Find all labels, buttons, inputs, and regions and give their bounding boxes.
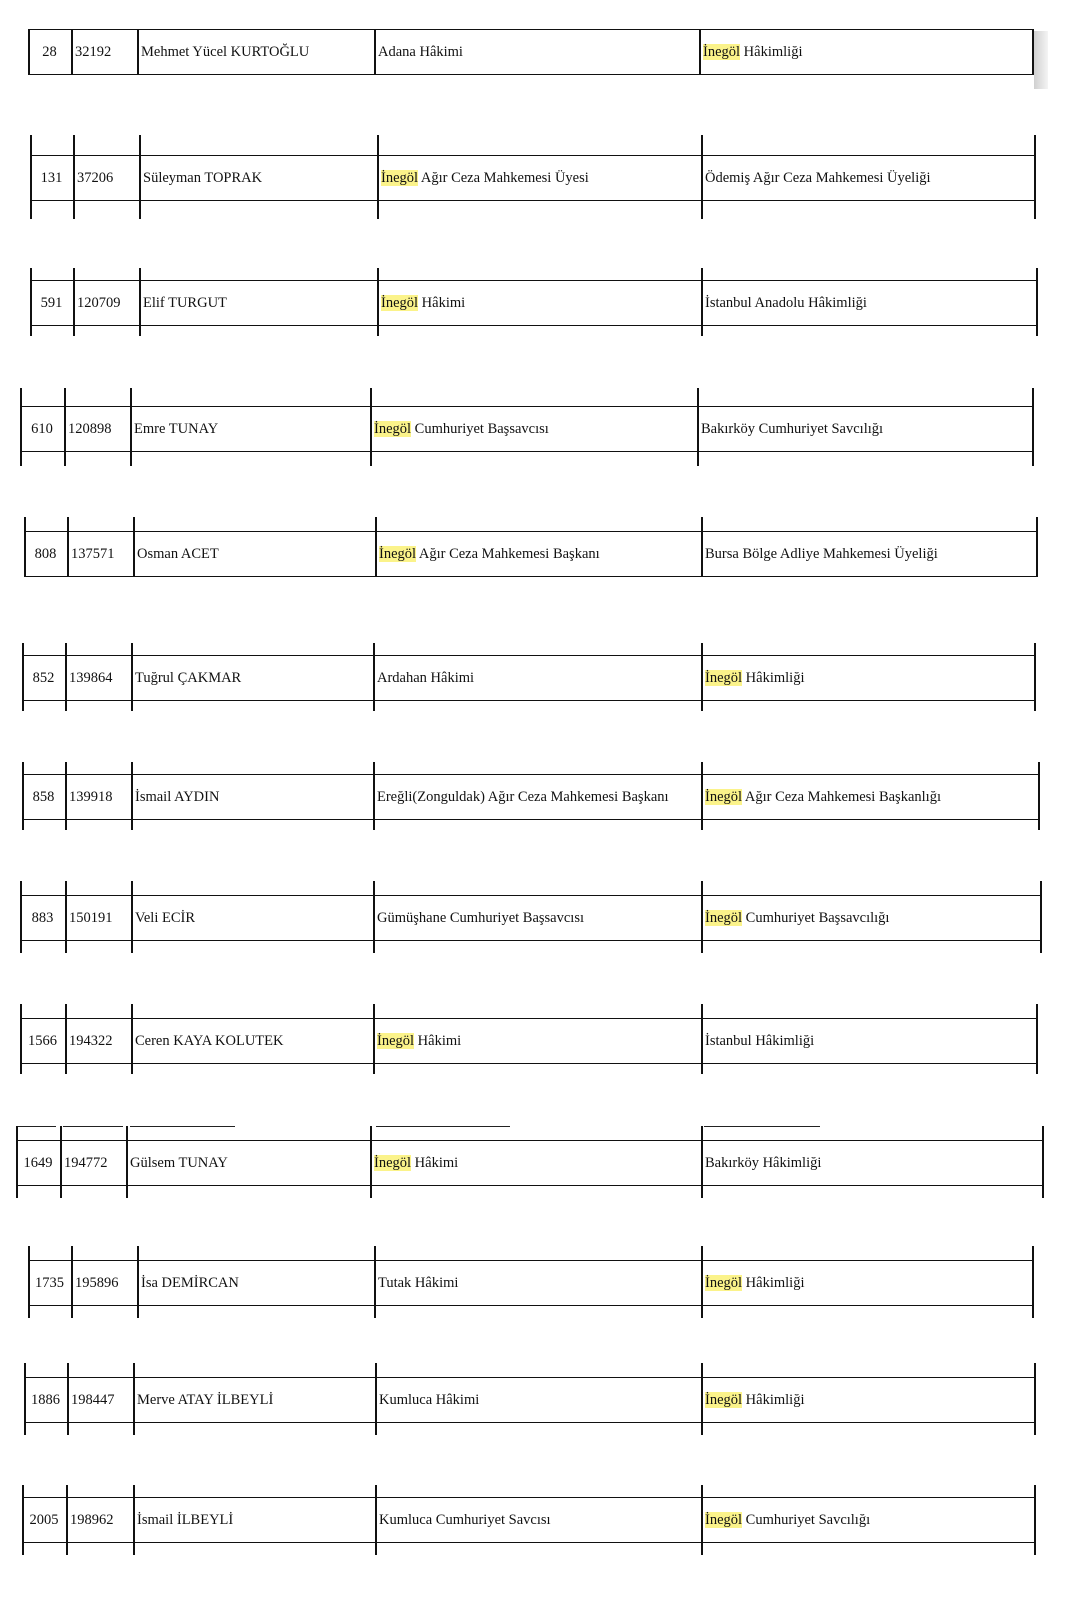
new-position-cell: [705, 1018, 1036, 1064]
current-position-cell: [377, 774, 699, 820]
column-separator: [71, 1246, 73, 1318]
scan-shadow: [1034, 31, 1048, 89]
current-position-cell: [377, 895, 699, 941]
row-number-cell: 852: [32, 670, 55, 686]
sicil-number-cell: 137571: [71, 546, 115, 562]
position-text: Ereğli(Zonguldak) Ağır Ceza Mahkemesi Başkanı: [377, 789, 669, 805]
current-position-cell: [377, 655, 699, 701]
position-text: Bakırköy Cumhuriyet Savcılığı: [701, 421, 884, 437]
name-cell: Osman ACET: [137, 546, 219, 562]
column-separator: [1034, 1363, 1036, 1435]
column-separator: [65, 762, 67, 830]
current-position-cell: [381, 280, 699, 326]
name-cell: Mehmet Yücel KURTOĞLU: [141, 44, 310, 60]
column-separator: [374, 29, 376, 75]
column-separator: [67, 517, 69, 577]
table-row: [24, 531, 1038, 579]
column-separator: [701, 762, 703, 830]
column-separator: [375, 1363, 377, 1435]
new-position-cell: [701, 406, 1032, 452]
column-separator: [133, 1363, 135, 1435]
column-separator: [73, 268, 75, 336]
column-separator: [701, 517, 703, 577]
position-text: Kumluca Hâkimi: [379, 1392, 480, 1408]
row-number-cell: 591: [40, 295, 63, 311]
table-row: [20, 895, 1042, 943]
row-number-cell: 2005: [29, 1512, 59, 1528]
table-row: [28, 1260, 1034, 1308]
name-cell: Tuğrul ÇAKMAR: [135, 670, 242, 686]
current-position-cell: [378, 1260, 699, 1306]
column-separator: [377, 135, 379, 219]
column-separator: [73, 135, 75, 219]
sicil-number-cell: 198962: [70, 1512, 114, 1528]
name-cell: İsa DEMİRCAN: [141, 1275, 239, 1291]
column-separator: [1032, 1246, 1034, 1318]
column-separator: [71, 29, 73, 75]
scan-fragment: [18, 1126, 56, 1127]
name-cell: Veli ECİR: [135, 910, 196, 926]
column-separator: [64, 388, 66, 466]
position-text: Cumhuriyet Başsavcısı: [411, 421, 549, 437]
highlighted-place: İnegöl: [374, 1155, 412, 1171]
column-separator: [701, 1004, 703, 1074]
column-separator: [66, 1485, 68, 1555]
row-number-cell: 28: [42, 44, 57, 60]
position-text: Hâkimliği: [742, 670, 805, 686]
position-text: Hâkimi: [414, 1033, 462, 1049]
row-number-cell: 1649: [23, 1155, 53, 1171]
column-separator: [699, 29, 701, 75]
column-separator: [374, 1246, 376, 1318]
name-cell: İsmail AYDIN: [135, 789, 220, 805]
position-text: Ödemiş Ağır Ceza Mahkemesi Üyeliği: [705, 170, 931, 186]
new-position-cell: [705, 531, 1036, 577]
sicil-number-cell: 32192: [75, 44, 112, 60]
highlighted-place: İnegöl: [705, 1275, 743, 1291]
sicil-number-cell: 120709: [77, 295, 121, 311]
column-separator: [131, 1004, 133, 1074]
column-separator: [65, 1004, 67, 1074]
scan-fragment: [63, 1126, 123, 1127]
column-separator: [126, 1126, 128, 1198]
table-row: [22, 655, 1036, 703]
column-separator: [375, 517, 377, 577]
table-row: [30, 155, 1036, 203]
position-text: Ardahan Hâkimi: [377, 670, 475, 686]
column-separator: [701, 1246, 703, 1318]
position-text: Bursa Bölge Adliye Mahkemesi Üyeliği: [705, 546, 938, 562]
column-separator: [131, 881, 133, 953]
sicil-number-cell: 194322: [69, 1033, 113, 1049]
column-separator: [131, 643, 133, 711]
column-separator: [701, 1363, 703, 1435]
column-separator: [701, 1126, 703, 1198]
column-separator: [1036, 268, 1038, 336]
position-text: Bakırköy Hâkimliği: [705, 1155, 822, 1171]
position-text: Gümüşhane Cumhuriyet Başsavcısı: [377, 910, 585, 926]
current-position-cell: [378, 29, 697, 75]
column-separator: [1036, 1004, 1038, 1074]
current-position-cell: [374, 1140, 699, 1186]
column-separator: [375, 1485, 377, 1555]
row-number-cell: 131: [40, 170, 63, 186]
name-cell: İsmail İLBEYLİ: [137, 1512, 234, 1528]
name-cell: Gülsem TUNAY: [130, 1155, 228, 1171]
sicil-number-cell: 139918: [69, 789, 113, 805]
column-separator: [701, 135, 703, 219]
sicil-number-cell: 194772: [64, 1155, 108, 1171]
scan-fragment: [130, 1126, 235, 1127]
table-row: [16, 1140, 1044, 1188]
current-position-cell: [374, 406, 695, 452]
new-position-cell: [705, 1260, 1032, 1306]
new-position-cell: [705, 1497, 1034, 1543]
column-separator: [370, 388, 372, 466]
name-cell: Elif TURGUT: [143, 295, 227, 311]
row-number-cell: 1886: [31, 1392, 60, 1408]
name-cell: Süleyman TOPRAK: [143, 170, 263, 186]
column-separator: [373, 643, 375, 711]
column-separator: [133, 517, 135, 577]
highlighted-place: İnegöl: [381, 295, 419, 311]
table-row: [30, 280, 1038, 328]
column-separator: [60, 1126, 62, 1198]
position-text: Ağır Ceza Mahkemesi Başkanı: [416, 546, 600, 562]
sicil-number-cell: 139864: [69, 670, 113, 686]
row-number-cell: 858: [32, 789, 55, 805]
highlighted-place: İnegöl: [705, 789, 743, 805]
highlighted-place: İnegöl: [705, 670, 743, 686]
position-text: Cumhuriyet Savcılığı: [742, 1512, 871, 1528]
position-text: Cumhuriyet Başsavcılığı: [742, 910, 890, 926]
sicil-number-cell: 150191: [69, 910, 113, 926]
position-text: Hâkimliği: [742, 1275, 805, 1291]
position-text: İstanbul Hâkimliği: [705, 1033, 815, 1049]
column-separator: [67, 1363, 69, 1435]
position-text: Hâkimi: [411, 1155, 459, 1171]
column-separator: [1038, 762, 1040, 830]
highlighted-place: İnegöl: [374, 421, 412, 437]
column-separator: [1040, 881, 1042, 953]
sicil-number-cell: 120898: [68, 421, 112, 437]
new-position-cell: [705, 895, 1040, 941]
current-position-cell: [379, 1377, 699, 1423]
column-separator: [1034, 1485, 1036, 1555]
name-cell: Emre TUNAY: [134, 421, 219, 437]
highlighted-place: İnegöl: [379, 546, 417, 562]
column-separator: [133, 1485, 135, 1555]
row-number-cell: 883: [31, 910, 54, 926]
column-separator: [377, 268, 379, 336]
column-separator: [373, 881, 375, 953]
new-position-cell: [705, 1377, 1034, 1423]
sicil-number-cell: 198447: [71, 1392, 115, 1408]
table-row: [20, 406, 1034, 454]
column-separator: [373, 1004, 375, 1074]
name-cell: Merve ATAY İLBEYLİ: [137, 1392, 274, 1408]
highlighted-place: İnegöl: [705, 1392, 743, 1408]
table-row: [20, 1018, 1038, 1066]
position-text: Hâkimliği: [742, 1392, 805, 1408]
column-separator: [701, 268, 703, 336]
column-separator: [65, 881, 67, 953]
highlighted-place: İnegöl: [705, 910, 743, 926]
new-position-cell: [703, 29, 1032, 75]
row-number-cell: 808: [34, 546, 57, 562]
current-position-cell: [379, 531, 699, 577]
table-row: [22, 774, 1040, 822]
scan-fragment: [704, 1126, 820, 1127]
column-separator: [130, 388, 132, 466]
sicil-number-cell: 195896: [75, 1275, 119, 1291]
column-separator: [137, 29, 139, 75]
column-separator: [1034, 643, 1036, 711]
column-separator: [1032, 388, 1034, 466]
position-text: Kumluca Cumhuriyet Savcısı: [379, 1512, 551, 1528]
position-text: Hâkimliği: [740, 44, 803, 60]
highlighted-place: İnegöl: [381, 170, 419, 186]
highlighted-place: İnegöl: [703, 44, 741, 60]
column-separator: [137, 1246, 139, 1318]
position-text: Hâkimi: [418, 295, 466, 311]
highlighted-place: İnegöl: [705, 1512, 743, 1528]
position-text: İstanbul Anadolu Hâkimliği: [705, 295, 867, 311]
position-text: Ağır Ceza Mahkemesi Üyesi: [418, 170, 589, 186]
column-separator: [701, 643, 703, 711]
new-position-cell: [705, 155, 1034, 201]
current-position-cell: [379, 1497, 699, 1543]
new-position-cell: [705, 280, 1036, 326]
table-row: [22, 1497, 1036, 1545]
new-position-cell: [705, 774, 1038, 820]
column-separator: [370, 1126, 372, 1198]
column-separator: [701, 1485, 703, 1555]
current-position-cell: [377, 1018, 699, 1064]
column-separator: [701, 881, 703, 953]
sicil-number-cell: 37206: [77, 170, 114, 186]
new-position-cell: [705, 655, 1034, 701]
column-separator: [1042, 1126, 1044, 1198]
row-number-cell: 1566: [28, 1033, 57, 1049]
column-separator: [65, 643, 67, 711]
new-position-cell: [705, 1140, 1042, 1186]
row-number-cell: 610: [31, 421, 53, 437]
table-row: [28, 29, 1034, 77]
column-separator: [131, 762, 133, 830]
position-text: Ağır Ceza Mahkemesi Başkanlığı: [742, 789, 941, 805]
position-text: Adana Hâkimi: [378, 44, 463, 60]
table-row: [24, 1377, 1036, 1425]
scan-fragment: [376, 1126, 510, 1127]
column-separator: [139, 268, 141, 336]
highlighted-place: İnegöl: [377, 1033, 415, 1049]
row-number-cell: 1735: [35, 1275, 64, 1291]
column-separator: [139, 135, 141, 219]
column-separator: [373, 762, 375, 830]
current-position-cell: [381, 155, 699, 201]
column-separator: [1036, 517, 1038, 577]
name-cell: Ceren KAYA KOLUTEK: [135, 1033, 284, 1049]
position-text: Tutak Hâkimi: [378, 1275, 459, 1291]
column-separator: [1034, 135, 1036, 219]
column-separator: [697, 388, 699, 466]
